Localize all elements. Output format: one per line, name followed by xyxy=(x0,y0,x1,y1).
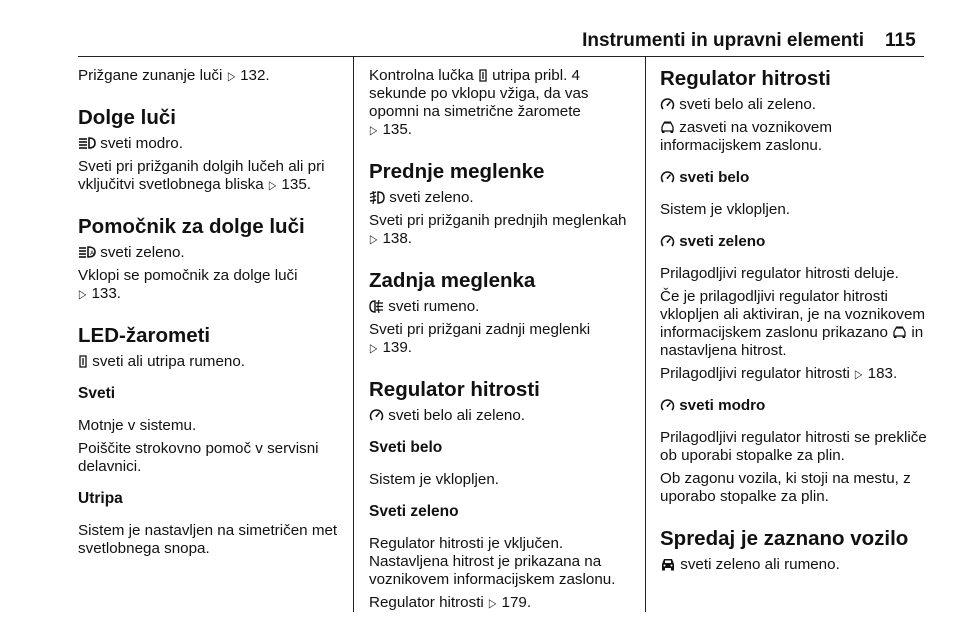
header-divider xyxy=(78,56,924,57)
high-beam-icon xyxy=(78,137,96,149)
column-2: Kontrolna lučka utripa pribl. 4 sekunde po vklopu vžiga, da vas opomni na simetrične žaromete ▷ 135. Prednje meglenke sveti zeleno. Sveti pri prižganih prednjih meglenkah ▷ 138. Zadnja meglenka sveti rumeno. Sveti pri prižgani zadnji meglenki ▷ 139. Regulator hitrosti sveti belo ali zeleno. Sveti belo Sistem je vklopljen. Sveti zeleno Regulator hitrosti je vključen. Nastavljena hitrost je prikazana na voznikovem informacijskem zaslonu. Regulator hitrosti ▷ 179. xyxy=(369,62,637,612)
subheading-white: Sveti belo xyxy=(369,439,443,456)
arrow-right-icon: ▷ xyxy=(227,69,235,83)
arrow-right-icon: ▷ xyxy=(78,287,87,301)
vehicle-ahead-icon xyxy=(892,326,907,339)
vehicle-ahead-icon xyxy=(660,557,676,571)
arrow-right-icon: ▷ xyxy=(369,341,378,355)
arrow-right-icon: ▷ xyxy=(855,367,863,381)
section-heading-high-beam-assist: Pomočnik za dolge luči xyxy=(78,215,305,238)
led-headlight-icon xyxy=(478,69,488,82)
high-beam-assist-icon xyxy=(78,246,96,258)
cruise-control-icon xyxy=(660,171,675,184)
rear-fog-icon xyxy=(369,300,384,313)
subheading-on: Sveti xyxy=(78,385,116,402)
led-headlight-icon xyxy=(78,355,88,368)
arrow-right-icon: ▷ xyxy=(369,123,378,137)
subheading-flashing: Utripa xyxy=(78,490,123,507)
high-beam-status: sveti modro. xyxy=(100,135,183,152)
adaptive-cruise-icon xyxy=(660,98,675,111)
subheading-green: Sveti zeleno xyxy=(369,503,459,520)
section-heading-cruise: Regulator hitrosti xyxy=(369,378,540,401)
subheading-acc-blue: sveti modro xyxy=(679,397,766,414)
page-number: 115 xyxy=(885,30,916,51)
cruise-control-icon xyxy=(660,235,675,248)
arrow-right-icon: ▷ xyxy=(488,596,497,610)
page-header-title: Instrumenti in upravni elementi xyxy=(582,30,864,51)
section-heading-vehicle-ahead: Spredaj je zaznano vozilo xyxy=(660,527,909,550)
column-divider-left xyxy=(353,56,354,612)
section-heading-high-beam: Dolge luči xyxy=(78,106,176,129)
column-divider-right xyxy=(645,56,646,612)
front-fog-icon xyxy=(369,191,385,204)
arrow-right-icon: ▷ xyxy=(268,178,277,192)
section-heading-acc: Regulator hitrosti xyxy=(660,67,831,90)
cruise-control-icon xyxy=(369,409,384,422)
section-heading-led: LED-žarometi xyxy=(78,324,211,347)
vehicle-ahead-icon xyxy=(660,121,675,134)
column-3: Regulator hitrosti sveti belo ali zeleno. zasveti na voznikovem informacijskem zaslonu. sveti belo Sistem je vklopljen. sveti zeleno Prilagodljivi regulator hitrosti deluje. Če je prilagodljivi regulator hitrosti vklopljen ali aktiviran, je na voznikovem informacijskem zaslonu prikazano in nastavljena hitrost. Prilagodljivi regulator hitrosti ▷ 183. sveti modro Prilagodljivi regulator hitrosti se prekliče ob uporabi stopalke za plin. Ob zagonu vozila, ki stoji na mestu, z uporabo stopalke za plin. Spredaj je zaznano vozilo sveti zeleno ali rumeno. xyxy=(660,62,930,574)
subheading-acc-green: sveti zeleno xyxy=(679,233,766,250)
svg-text:A: A xyxy=(90,250,95,257)
subheading-acc-white: sveti belo xyxy=(679,169,750,186)
intro-line: Prižgane zunanje luči ▷ 132. xyxy=(78,67,270,84)
section-heading-rear-fog: Zadnja meglenka xyxy=(369,269,536,292)
column-1: Prižgane zunanje luči ▷ 132. Dolge luči sveti modro. Sveti pri prižganih dolgih lučeh ali pri vključitvi svetlobnega bliska ▷ 135. Pomočnik za dolge luči A sveti zeleno. Vklopi se pomočnik za dolge luči ▷ 133. LED-žarometi sveti ali utripa rumeno. Sveti Motnje v sistemu. Poiščite strokovno pomoč v servisni delavnici. Utripa Sistem je nastavljen na simetričen met svetlobnega snopa. xyxy=(78,62,346,558)
cruise-control-icon xyxy=(660,399,675,412)
section-heading-front-fog: Prednje meglenke xyxy=(369,160,545,183)
arrow-right-icon: ▷ xyxy=(369,232,378,246)
